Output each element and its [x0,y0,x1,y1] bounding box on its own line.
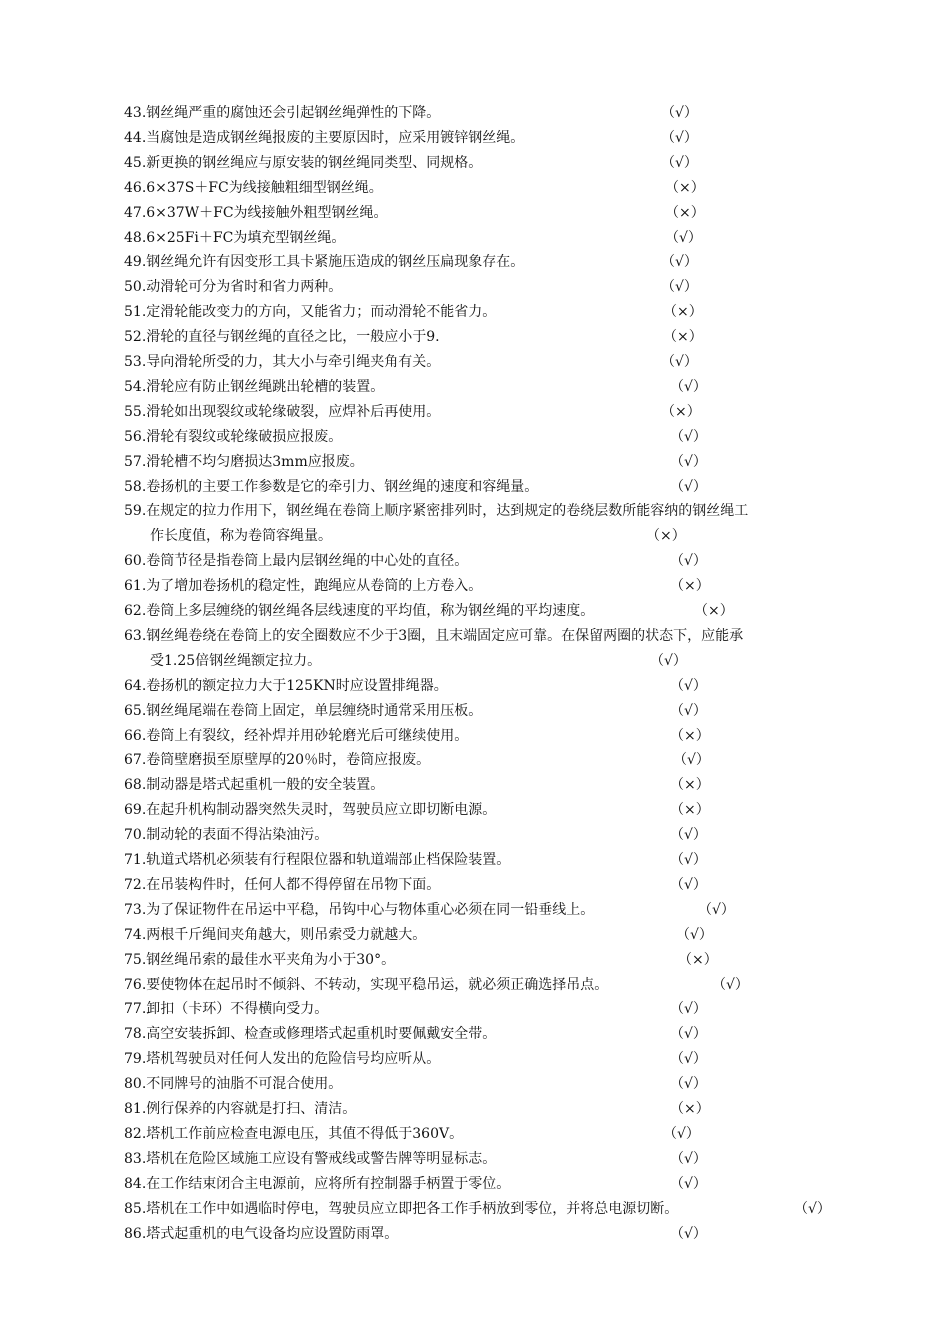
question-item [124,1072,864,1097]
answer-mark: （√） [661,279,698,296]
question-item [124,1197,864,1222]
answer-mark: （×） [670,777,710,794]
question-number: 45. [124,154,147,171]
question-text: 卷扬机的额定拉力大于125KN时应设置排绳器。 [146,677,448,694]
question-number: 57. [124,453,147,470]
answer-mark: （√） [670,1175,707,1192]
answer-mark: （√） [670,428,707,445]
answer-mark: （√） [670,453,707,470]
question-number: 52. [124,329,147,346]
answer-mark: （√） [712,976,749,993]
question-item [124,574,864,599]
question-number: 79. [124,1051,147,1068]
question-text: 制动轮的表面不得沾染油污。 [146,827,329,844]
question-text: 钢丝绳吊索的最佳水平夹角为小于30°。 [146,951,396,968]
question-number: 64. [124,677,147,694]
question-item [124,250,864,275]
question-item [124,773,864,798]
answer-mark: （√） [676,926,713,943]
question-item [124,475,864,500]
question-item [124,1222,864,1247]
question-text: 卷扬机的主要工作参数是它的牵引力、钢丝绳的速度和容绳量。 [146,478,539,495]
question-number: 80. [124,1076,147,1093]
question-number: 71. [124,852,147,868]
question-item [124,1172,864,1197]
question-text: 为了保证物件在吊运中平稳，吊钩中心与物体重心必须在同一铅垂线上。 [146,901,595,918]
answer-mark: （√） [670,1001,707,1018]
answer-mark: （√） [673,752,710,769]
question-text: 滑轮应有防止钢丝绳跳出轮槽的装置。 [146,378,385,395]
question-text: 6×37W＋FC为线接触外粗型钢丝绳。 [146,204,388,221]
question-item [124,724,864,749]
question-text: 塔机驾驶员对任何人发出的危险信号均应听从。 [146,1051,441,1068]
question-text: 轨道式塔机必须装有行程限位器和轨道端部止档保险装置。 [146,852,511,868]
question-number: 44. [124,129,147,146]
question-text: 不同牌号的油脂不可混合使用。 [146,1076,343,1093]
answer-mark: （√） [665,229,702,246]
question-item [124,300,864,325]
question-number: 47. [124,204,147,221]
question-item [124,375,864,400]
question-item [124,624,864,674]
question-item [124,1047,864,1072]
question-text: 卸扣（卡环）不得横向受力。 [146,1001,329,1018]
question-number: 46. [124,179,147,196]
answer-mark: （×） [670,1101,710,1117]
question-number: 72. [124,876,147,893]
question-number: 60. [124,553,147,570]
question-number: 68. [124,777,147,794]
question-text: 6×25Fi＋FC为填充型钢丝绳。 [146,229,346,246]
question-text: 6×37S＋FC为线接触粗细型钢丝绳。 [146,179,383,196]
question-item [124,923,864,948]
question-text: 在规定的拉力作用下，钢丝绳在卷筒上顺序紧密排列时，达到规定的卷绕层数所能容纳的钢丝绳工 [146,503,749,520]
question-item [124,599,864,624]
question-number: 74. [124,926,147,943]
question-text: 新更换的钢丝绳应与原安装的钢丝绳同类型、同规格。 [146,154,483,171]
answer-mark: （√） [670,1026,707,1043]
answer-mark: （√） [670,702,707,719]
question-item [124,176,864,201]
answer-mark: （√） [670,1051,707,1068]
question-text: 钢丝绳严重的腐蚀还会引起钢丝绳弹性的下降。 [146,105,441,121]
answer-mark: （√） [670,827,707,844]
question-text: 在起升机构制动器突然失灵时，驾驶员应立即切断电源。 [146,802,497,819]
question-text: 塔机在工作中如遇临时停电，驾驶员应立即把各工作手柄放到零位，并将总电源切断。 [146,1200,679,1217]
question-text-continuation: 受1.25倍钢丝绳额定拉力。 [150,652,322,669]
answer-mark: （√） [670,553,707,570]
question-number: 58. [124,478,147,495]
question-text: 卷筒节径是指卷筒上最内层钢丝绳的中心处的直径。 [146,553,469,570]
question-number: 56. [124,428,147,445]
question-text: 当腐蚀是造成钢丝绳报废的主要原因时，应采用镀锌钢丝绳。 [146,129,525,146]
question-number: 49. [124,254,147,271]
question-text: 卷筒上有裂纹，经补焊并用砂轮磨光后可继续使用。 [146,727,469,744]
question-text: 滑轮如出现裂纹或轮缘破裂，应焊补后再使用。 [146,403,441,420]
answer-mark: （×） [663,304,703,321]
question-text: 高空安装拆卸、检查或修理塔式起重机时要佩戴安全带。 [146,1026,497,1043]
question-number: 84. [124,1175,147,1192]
question-number: 50. [124,279,147,296]
answer-mark: （√） [663,1125,700,1142]
answer-mark: （×） [661,403,701,420]
question-number: 78. [124,1026,147,1043]
question-number: 86. [124,1225,147,1242]
question-item [124,275,864,300]
answer-mark: （×） [694,603,734,619]
question-number: 83. [124,1150,147,1167]
question-item [124,499,864,549]
answer-mark: （×） [663,329,703,346]
question-number: 70. [124,827,147,844]
question-item [124,126,864,151]
question-text: 钢丝绳允许有因变形工具卡紧施压造成的钢丝压扁现象存在。 [146,254,525,271]
question-number: 65. [124,702,147,719]
question-number: 69. [124,802,147,819]
question-item [124,1097,864,1122]
answer-mark: （×） [678,951,718,968]
question-text: 滑轮槽不均匀磨损达3mm应报废。 [146,453,364,470]
answer-mark: （√） [670,1225,707,1242]
question-number: 82. [124,1125,147,1142]
question-number: 43. [124,105,147,121]
question-text: 滑轮的直径与钢丝绳的直径之比，一般应小于9. [146,329,440,346]
question-number: 62. [124,603,147,619]
question-number: 81. [124,1101,147,1117]
question-item [124,948,864,973]
question-text: 塔式起重机的电气设备均应设置防雨罩。 [146,1225,399,1242]
question-item [124,400,864,425]
question-item [124,1147,864,1172]
question-number: 66. [124,727,147,744]
question-text: 两根千斤绳间夹角越大，则吊索受力就越大。 [146,926,427,943]
question-text: 要使物体在起吊时不倾斜、不转动，实现平稳吊运，就必须正确选择吊点。 [146,976,609,993]
question-number: 67. [124,752,147,769]
question-item [124,325,864,350]
question-item [124,848,864,873]
answer-mark: （√） [661,354,698,370]
question-text-continuation: 作长度值，称为卷筒容绳量。 [150,528,332,545]
question-text: 钢丝绳尾端在卷筒上固定，单层缠绕时通常采用压板。 [146,702,483,719]
question-text: 定滑轮能改变力的方向，又能省力；而动滑轮不能省力。 [146,304,497,321]
question-number: 63. [124,627,147,644]
answer-mark: （×） [665,179,705,196]
question-number: 48. [124,229,147,246]
question-item [124,674,864,699]
question-text: 导向滑轮所受的力，其大小与牵引绳夹角有关。 [146,354,441,370]
question-number: 61. [124,578,147,595]
question-text: 塔机工作前应检查电源电压，其值不得低于360V。 [146,1125,464,1142]
question-text: 卷筒上多层缠绕的钢丝绳各层线速度的平均值，称为钢丝绳的平均速度。 [146,603,595,619]
question-item [124,101,864,126]
question-item [124,873,864,898]
question-item [124,898,864,923]
answer-mark: （√） [661,154,698,171]
question-item [124,973,864,998]
answer-mark: （√） [661,105,698,121]
question-number: 53. [124,354,147,370]
answer-mark: （√） [661,129,698,146]
question-item [124,450,864,475]
answer-mark: （√） [698,901,735,918]
answer-mark: （√） [670,1150,707,1167]
question-item [124,748,864,773]
question-item [124,151,864,176]
question-number: 51. [124,304,147,321]
question-text: 卷筒壁磨损至原壁厚的20％时，卷筒应报废。 [146,752,431,769]
answer-mark: （√） [794,1200,831,1217]
question-text: 例行保养的内容就是打扫、清洁。 [146,1101,357,1117]
question-text: 为了增加卷扬机的稳定性，跑绳应从卷筒的上方卷入。 [146,578,483,595]
question-item [124,226,864,251]
question-text: 制动器是塔式起重机一般的安全装置。 [146,777,385,794]
question-item [124,823,864,848]
question-text: 钢丝绳卷绕在卷筒上的安全圈数应不少于3圈，且末端固定应可靠。在保留两圈的状态下，应能承 [146,627,744,644]
question-number: 55. [124,403,147,420]
question-text: 在工作结束闭合主电源前，应将所有控制器手柄置于零位。 [146,1175,511,1192]
question-item [124,1022,864,1047]
question-number: 73. [124,901,147,918]
question-item [124,1122,864,1147]
answer-mark: （×） [665,204,705,221]
answer-mark: （√） [670,1076,707,1093]
question-number: 54. [124,378,147,395]
answer-mark: （×） [670,578,710,595]
question-item [124,425,864,450]
answer-mark: （√） [670,677,707,694]
question-text: 在吊装构件时，任何人都不得停留在吊物下面。 [146,876,441,893]
answer-mark: （√） [670,478,707,495]
question-item [124,798,864,823]
question-item [124,549,864,574]
answer-mark: （√） [670,852,707,868]
answer-mark: （√） [661,254,698,271]
answer-mark: （×） [646,528,686,545]
question-number: 77. [124,1001,147,1018]
question-text: 动滑轮可分为省时和省力两种。 [146,279,343,296]
question-item [124,997,864,1022]
answer-mark: （√） [650,652,687,669]
answer-mark: （√） [670,876,707,893]
question-text: 滑轮有裂纹或轮缘破损应报废。 [146,428,343,445]
question-item [124,201,864,226]
answer-mark: （×） [670,727,710,744]
answer-mark: （√） [670,378,707,395]
question-text: 塔机在危险区域施工应设有警戒线或警告牌等明显标志。 [146,1150,497,1167]
answer-mark: （×） [670,802,710,819]
question-number: 75. [124,951,147,968]
question-number: 76. [124,976,147,993]
question-number: 85. [124,1200,147,1217]
question-item [124,350,864,375]
question-item [124,699,864,724]
question-number: 59. [124,503,147,520]
